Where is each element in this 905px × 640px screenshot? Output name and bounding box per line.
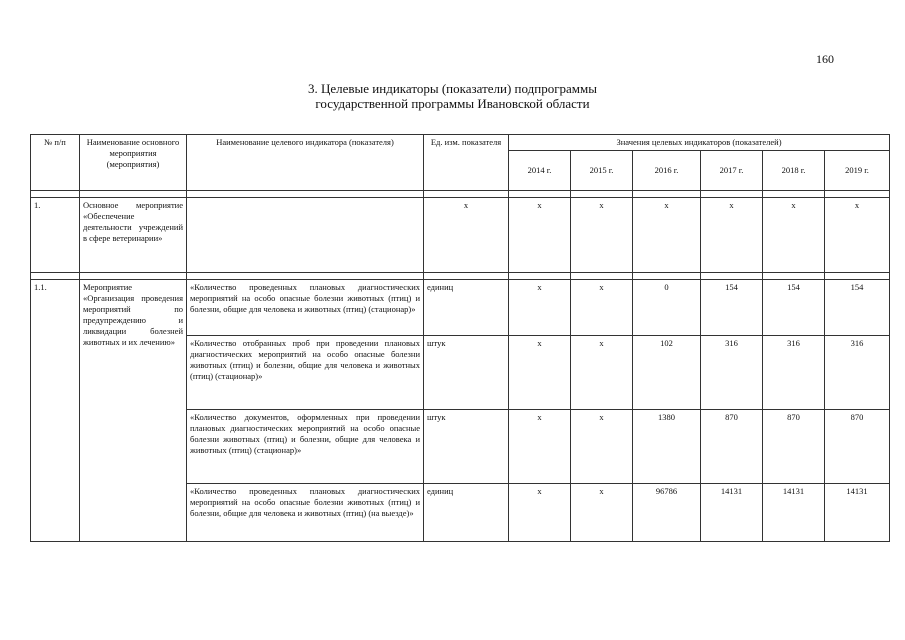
row-num: 1.1. (31, 280, 80, 542)
row-value: 870 (701, 410, 763, 484)
header-unit: Ед. изм. показателя (424, 135, 509, 191)
row-indicator: «Количество отобранных проб при проведении плановых диагностических мероприятий на особо опасные болезни животных (птиц) и болезни, общие для человека и животных (птиц) (стационар)» (187, 336, 424, 410)
row-value: х (763, 198, 825, 273)
row-unit: единиц (424, 280, 509, 336)
row-value: 316 (701, 336, 763, 410)
row-value: х (825, 198, 890, 273)
row-value: 14131 (701, 484, 763, 542)
header-row (31, 135, 890, 151)
spacer-row (31, 273, 890, 280)
spacer-row (31, 191, 890, 198)
row-value: х (509, 336, 571, 410)
header-name: Наименование основного мероприятия (мероприятия) (80, 135, 187, 191)
table-row (31, 280, 890, 336)
row-indicator: «Количество документов, оформленных при проведении плановых диагностических мероприятий на особо опасные болезни животных (птиц) и болезни, общие для человека и животных (птиц) (стационар)» (187, 410, 424, 484)
header-year: 2019 г. (825, 151, 890, 191)
row-value: х (571, 410, 633, 484)
row-value: х (509, 484, 571, 542)
row-value: 1380 (633, 410, 701, 484)
row-value: 154 (825, 280, 890, 336)
row-value: 154 (763, 280, 825, 336)
row-value: х (509, 410, 571, 484)
row-unit: х (424, 198, 509, 273)
indicators-table (30, 134, 890, 542)
row-value: х (571, 336, 633, 410)
header-indicator: Наименование целевого индикатора (показателя) (187, 135, 424, 191)
row-value: 316 (825, 336, 890, 410)
header-values: Значения целевых индикаторов (показателей) (509, 135, 890, 151)
row-value: 14131 (763, 484, 825, 542)
row-value: 154 (701, 280, 763, 336)
header-year: 2016 г. (633, 151, 701, 191)
header-year: 2018 г. (763, 151, 825, 191)
row-value: х (509, 280, 571, 336)
row-value: х (633, 198, 701, 273)
row-indicator: «Количество проведенных плановых диагностических мероприятий на особо опасные болезни животных (птиц) и болезни, общие для человека и животных (птиц) (стационар)» (187, 280, 424, 336)
row-value: 14131 (825, 484, 890, 542)
row-unit: единиц (424, 484, 509, 542)
row-indicator (187, 198, 424, 273)
header-year: 2015 г. (571, 151, 633, 191)
title-line-2: государственной программы Ивановской области (315, 96, 590, 111)
header-year: 2014 г. (509, 151, 571, 191)
row-num: 1. (31, 198, 80, 273)
row-name: Основное мероприятие «Обеспечение деятельности учреждений в сфере ветеринарии» (80, 198, 187, 273)
row-value: х (571, 280, 633, 336)
row-unit: штук (424, 410, 509, 484)
row-value: 0 (633, 280, 701, 336)
row-value: 96786 (633, 484, 701, 542)
row-value: 870 (825, 410, 890, 484)
row-value: 316 (763, 336, 825, 410)
page-number: 160 (816, 52, 834, 66)
row-value: 870 (763, 410, 825, 484)
header-year: 2017 г. (701, 151, 763, 191)
row-value: х (509, 198, 571, 273)
row-value: 102 (633, 336, 701, 410)
page-title (0, 81, 905, 111)
header-num: № п/п (31, 135, 80, 191)
row-value: х (571, 484, 633, 542)
table-row (31, 198, 890, 273)
title-line-1: 3. Целевые индикаторы (показатели) подпрограммы (307, 81, 597, 96)
row-value: х (701, 198, 763, 273)
row-indicator: «Количество проведенных плановых диагностических мероприятий на особо опасные болезни животных (птиц) и болезни, общие для человека и животных (птиц) (на выезде)» (187, 484, 424, 542)
row-unit: штук (424, 336, 509, 410)
row-name: Мероприятие «Организация проведения мероприятий по предупреждению и ликвидации болезней животных и их лечению» (80, 280, 187, 542)
row-value: х (571, 198, 633, 273)
